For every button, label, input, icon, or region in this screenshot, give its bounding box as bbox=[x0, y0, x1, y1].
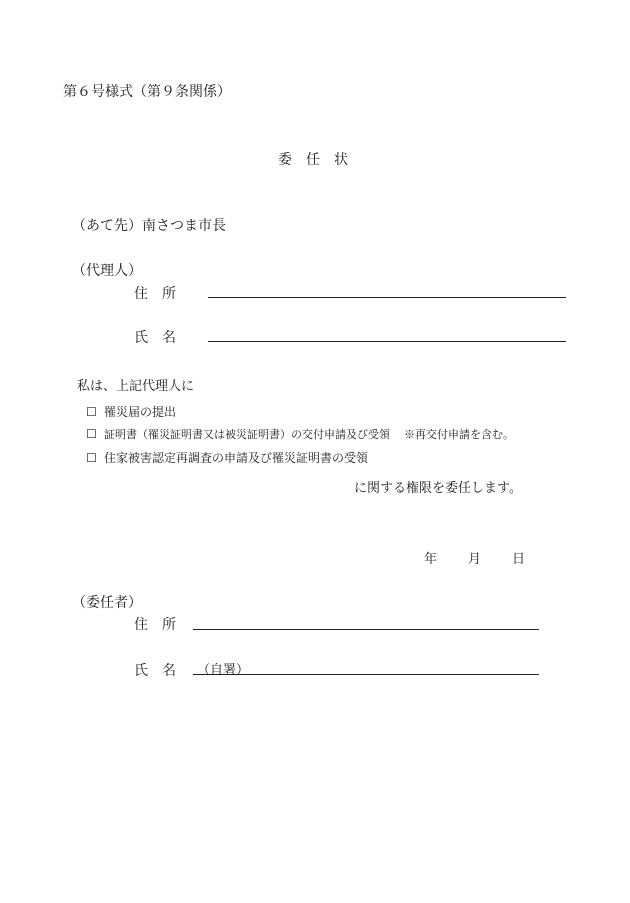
option-note-reissue: ※再交付申請を含む。 bbox=[404, 428, 514, 441]
checkbox-disaster-report[interactable]: ☐ bbox=[86, 405, 97, 419]
document-title: 委 任 状 bbox=[278, 152, 348, 168]
date-month-label: 月 bbox=[468, 552, 482, 567]
option-label-disaster-report: 罹災届の提出 bbox=[104, 405, 177, 419]
agent-address-field[interactable] bbox=[208, 297, 566, 298]
form-number: 第６号様式（第９条関係） bbox=[63, 84, 231, 100]
checkbox-reinvestigation[interactable]: ☐ bbox=[86, 451, 97, 465]
principal-heading: （委任者） bbox=[72, 595, 142, 611]
option-row-certificate bbox=[86, 426, 514, 442]
agent-heading: （代理人） bbox=[72, 263, 142, 279]
principal-address-field[interactable] bbox=[193, 629, 539, 630]
principal-name-label: 氏 名 bbox=[134, 663, 176, 679]
delegation-text: に関する権限を委任します。 bbox=[354, 481, 522, 496]
addressee: （あて先）南さつま市長 bbox=[72, 218, 226, 234]
option-row-disaster-report bbox=[86, 403, 176, 420]
agent-name-label: 氏 名 bbox=[134, 330, 176, 346]
principal-name-field[interactable] bbox=[193, 674, 539, 675]
agent-name-field[interactable] bbox=[208, 341, 566, 342]
date-day-label: 日 bbox=[512, 552, 526, 567]
option-row-reinvestigation bbox=[86, 449, 368, 466]
date-year-label: 年 bbox=[424, 552, 438, 567]
signature-note: （自署） bbox=[197, 663, 250, 678]
option-label-certificate: 証明書（罹災証明書又は被災証明書）の交付申請及び受領 bbox=[104, 428, 390, 441]
checkbox-certificate[interactable]: ☐ bbox=[86, 427, 97, 441]
principal-address-label: 住 所 bbox=[134, 617, 176, 633]
delegation-statement: 私は、上記代理人に bbox=[77, 379, 195, 394]
agent-address-label: 住 所 bbox=[134, 286, 176, 302]
option-label-reinvestigation: 住家被害認定再調査の申請及び罹災証明書の受領 bbox=[104, 451, 369, 465]
